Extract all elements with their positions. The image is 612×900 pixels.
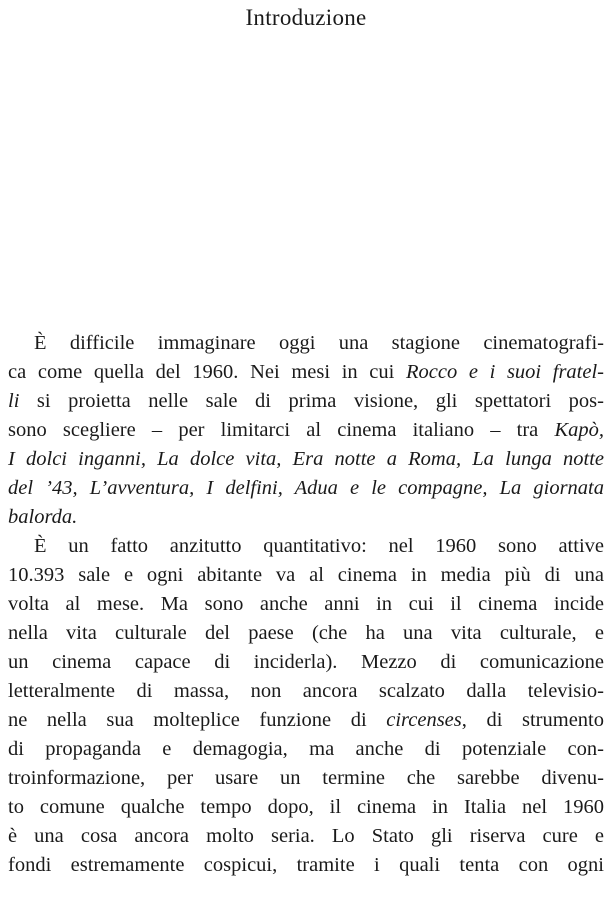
text-line	[8, 590, 604, 619]
italic-text-segment: balorda.	[8, 506, 78, 528]
text-segment: letteralmente di massa, non ancora scalzato dalla televisio-	[8, 680, 604, 702]
text-line	[8, 706, 604, 735]
text-line	[8, 445, 604, 474]
text-line	[8, 851, 604, 880]
text-segment: 10.393 sale e ogni abitante va al cinema in media più di una	[8, 564, 604, 586]
body-text	[8, 329, 604, 880]
text-line	[8, 503, 604, 532]
text-line	[8, 677, 604, 706]
text-segment: si proietta nelle sale di prima visione, gli spettatori pos-	[19, 390, 604, 412]
paragraph	[8, 532, 604, 880]
italic-text-segment: I dolci inganni, La dolce vita, Era notte a Roma, La lunga notte	[8, 448, 604, 470]
text-line	[8, 358, 604, 387]
text-segment: volta al mese. Ma sono anche anni in cui il cinema incide	[8, 593, 604, 615]
chapter-title: Introduzione	[245, 5, 367, 30]
text-segment: fondi estremamente cospicui, tramite i quali tenta con ogni	[8, 854, 604, 876]
text-segment: troinformazione, per usare un termine che sarebbe divenu-	[8, 767, 604, 789]
text-line	[8, 793, 604, 822]
text-segment: è una cosa ancora molto seria. Lo Stato gli riserva cure e	[8, 825, 604, 847]
text-segment: un cinema capace di inciderla). Mezzo di comunicazione	[8, 651, 604, 673]
text-segment: ca come quella del 1960. Nei mesi in cui	[8, 361, 406, 383]
text-line	[8, 822, 604, 851]
text-line	[8, 329, 604, 358]
text-segment: ne nella sua molteplice funzione di	[8, 709, 387, 731]
text-segment: sono scegliere – per limitarci al cinema italiano – tra	[8, 419, 555, 441]
text-line	[8, 764, 604, 793]
text-line	[8, 532, 604, 561]
italic-text-segment: li	[8, 390, 20, 412]
italic-text-segment: del ’43, L’avventura, I delfini, Adua e le compagne, La giornata	[8, 477, 604, 499]
italic-text-segment: Kapò,	[554, 419, 604, 441]
text-line	[8, 474, 604, 503]
text-line	[8, 416, 604, 445]
text-segment: È difficile immaginare oggi una stagione cinematografi-	[34, 332, 604, 354]
text-line	[8, 735, 604, 764]
text-line	[8, 387, 604, 416]
text-line	[8, 648, 604, 677]
text-segment: , di strumento	[461, 709, 604, 731]
text-line	[8, 561, 604, 590]
text-segment: to comune qualche tempo dopo, il cinema in Italia nel 1960	[8, 796, 604, 818]
text-segment: nella vita culturale del paese (che ha una vita culturale, e	[8, 622, 604, 644]
italic-text-segment: Rocco e i suoi fratel-	[405, 361, 604, 383]
text-segment: È un fatto anzitutto quantitativo: nel 1960 sono attive	[34, 535, 604, 557]
italic-text-segment: circenses	[386, 709, 462, 731]
text-segment: di propaganda e demagogia, ma anche di potenziale con-	[8, 738, 604, 760]
text-line	[8, 619, 604, 648]
paragraph	[8, 329, 604, 532]
